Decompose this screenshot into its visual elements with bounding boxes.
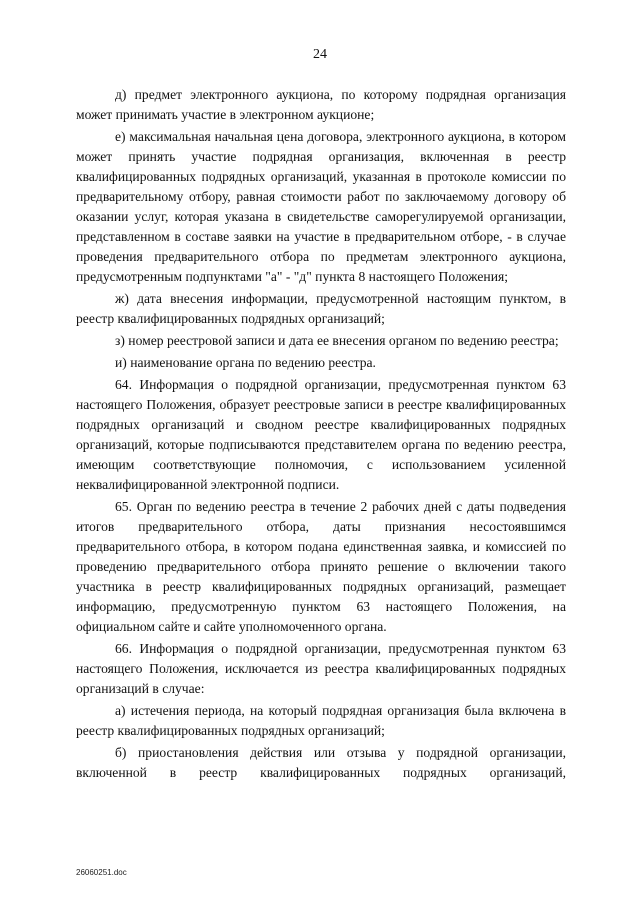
paragraph-subitem-z: з) номер реестровой записи и дата ее внесения органом по ведению реестра;	[115, 332, 559, 348]
paragraph-subitem-zh: ж) дата внесения информации, предусмотренной настоящим пунктом, в реестр квалифицированных подрядных организаций;	[76, 290, 566, 326]
page-number: 24	[313, 47, 327, 62]
paragraph-subitem-d: д) предмет электронного аукциона, по которому подрядная организация может принимать участие в электронном аукционе;	[76, 87, 566, 122]
paragraph-subitem-a: а) истечения периода, на который подрядная организация была включена в реестр квалифицированных подрядных организаций;	[76, 702, 566, 738]
paragraph-clause-64: 64. Информация о подрядной организации, предусмотренная пунктом 63 настоящего Положения, образует реестровые записи в реестре квалифицированных подрядных организаций и сводном реестре квалифицированных подрядных организаций, которые подписываются представителем органа по ведению реестра, имеющим соответствующие полномочия, с использованием усиленной неквалифицированной электронной подписи.	[76, 377, 566, 492]
paragraph-subitem-e: е) максимальная начальная цена договора, электронного аукциона, в котором может принять участие подрядная организация, включенная в реестр квалифицированных подрядных организаций, указанная в протоколе комиссии по предварительному отбору, равная стоимости работ по заключаемому договору об оказании услуг, которая указана в свидетельстве саморегулируемой организации, представленном в составе заявки на участие в предварительном отборе, - в случае проведения предварительного отбора по предметам электронного аукциона, предусмотренным подпунктами "а" - "д" пункта 8 настоящего Положения;	[76, 129, 566, 284]
document-body	[76, 85, 566, 785]
paragraph-subitem-i: и) наименование органа по ведению реестра.	[115, 355, 376, 371]
paragraph-subitem-b: б) приостановления действия или отзыва у подрядной организации, включенной в реестр квалифицированных подрядных организаций,	[76, 745, 566, 780]
paragraph-clause-65: 65. Орган по ведению реестра в течение 2 рабочих дней с даты подведения итогов предварительного отбора, даты признания несостоявшимся предварительного отбора, в котором подана единственная заявка, и комиссией по проведению предварительного отбора принято решение о включении такого участника в реестр квалифицированных подрядных организаций, размещает информацию, предусмотренную пунктом 63 настоящего Положения, на официальном сайте и сайте уполномоченного органа.	[76, 499, 566, 634]
footer-filename: 26060251.doc	[76, 868, 127, 877]
paragraph-clause-66: 66. Информация о подрядной организации, предусмотренная пунктом 63 настоящего Положения, исключается из реестра квалифицированных подрядных организаций в случае:	[76, 640, 566, 696]
